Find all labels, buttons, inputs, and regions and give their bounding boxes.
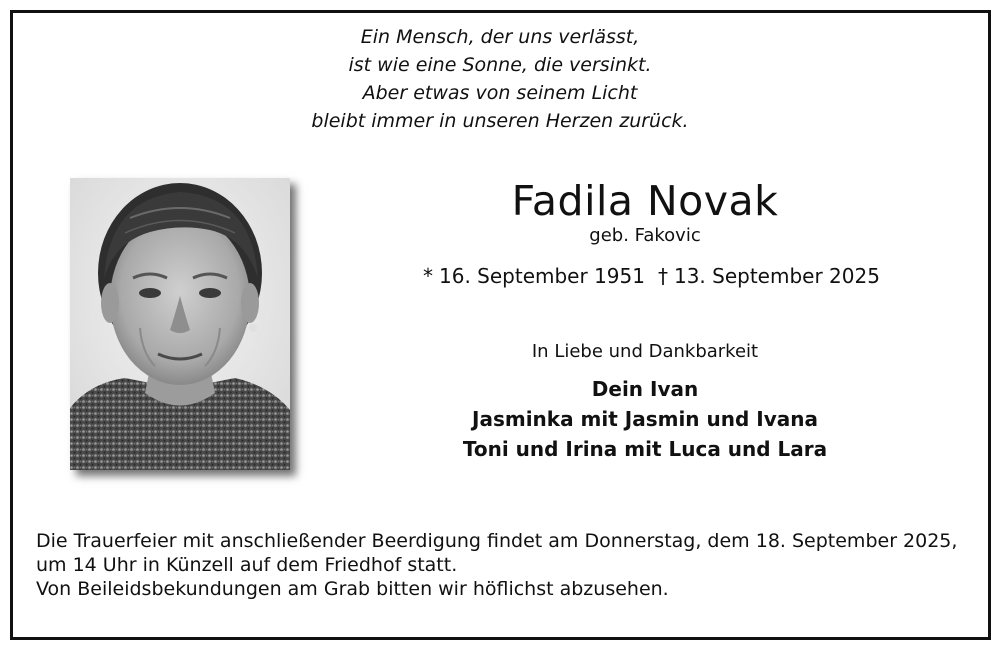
mourner-line: Dein Ivan [591, 377, 699, 401]
portrait-image [70, 178, 290, 470]
birth-date: 16. September 1951 [439, 264, 645, 288]
poem-line: Aber etwas von seinem Licht [362, 82, 638, 104]
notice-line: Die Trauerfeier mit anschließender Beerdigung findet am Donnerstag, dem 18. September 2025, [36, 530, 958, 552]
deceased-name: Fadila Novak [511, 177, 779, 225]
birth-symbol: * [423, 264, 433, 288]
mourners-list [440, 374, 850, 464]
mourner-line: Toni und Irina mit Luca und Lara [462, 437, 828, 461]
birth-name: geb. Fakovic [589, 225, 701, 246]
death-date: 13. September 2025 [673, 264, 880, 288]
memorial-poem [0, 23, 1000, 135]
mourner-line: Jasminka mit Jasmin und Ivana [472, 407, 818, 431]
death-symbol: † [657, 264, 668, 288]
poem-line: Ein Mensch, der uns verlässt, [360, 26, 640, 48]
notice-line: Von Beileidsbekundungen am Grab bitten wir höflichst abzusehen. [36, 578, 669, 600]
poem-line: ist wie eine Sonne, die versinkt. [348, 54, 652, 76]
notice-line: um 14 Uhr in Künzell auf dem Friedhof statt. [36, 554, 458, 576]
life-dates [420, 262, 880, 290]
funeral-notice [36, 529, 976, 601]
closing-phrase: In Liebe und Dankbarkeit [531, 341, 759, 362]
poem-line: bleibt immer in unseren Herzen zurück. [311, 110, 689, 132]
portrait-photo [70, 178, 290, 470]
